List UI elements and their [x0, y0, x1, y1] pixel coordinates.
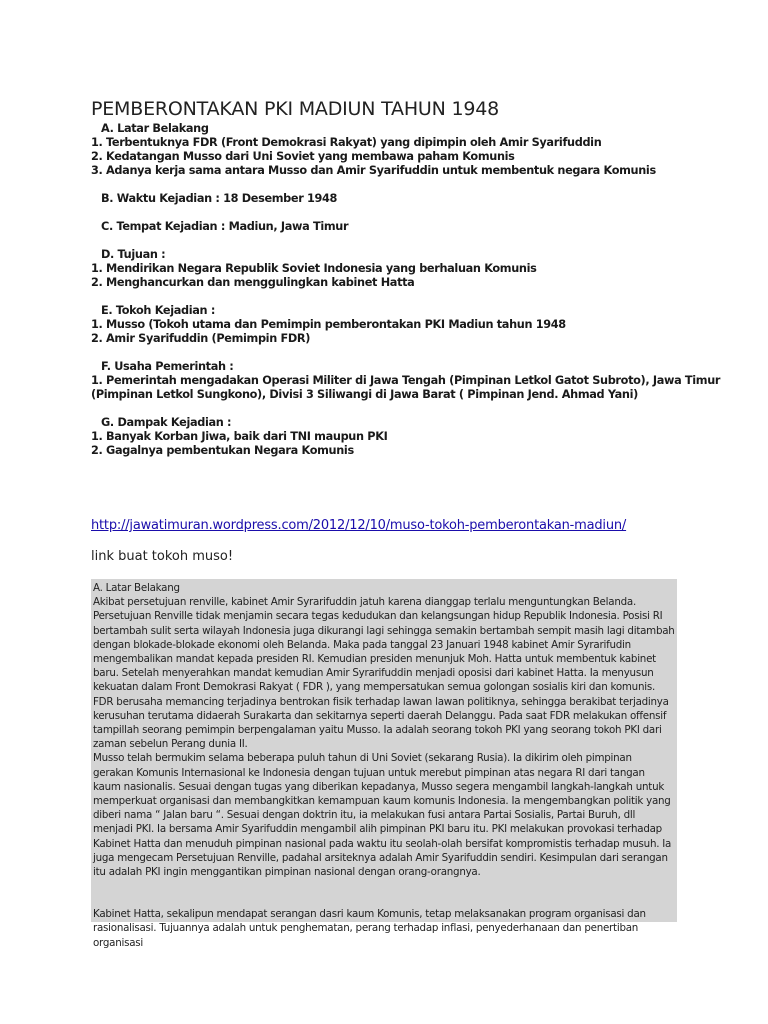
quoted-article-box	[91, 579, 677, 949]
section-heading: F. Usaha Pemerintah :	[101, 360, 234, 373]
outline-list	[91, 122, 741, 458]
section-heading: A. Latar Belakang	[101, 122, 209, 135]
paragraph-spacer	[93, 879, 675, 907]
outline-line: 2. Amir Syarifuddin (Pemimpin FDR)	[91, 332, 311, 345]
outline-line: 1. Terbentuknya FDR (Front Demokrasi Rakyat) yang dipimpin oleh Amir Syarifuddin	[91, 136, 602, 149]
section-gap	[91, 290, 741, 304]
outline-line: (Pimpinan Letkol Sungkono), Divisi 3 Siliwangi di Jawa Barat ( Pimpinan Jend. Ahmad Yani)	[91, 388, 638, 401]
outline-line: 2. Menghancurkan dan menggulingkan kabinet Hatta	[91, 276, 415, 289]
link-note: link buat tokoh muso!	[91, 549, 234, 564]
outline-line: 3. Adanya kerja sama antara Musso dan Amir Syarifuddin untuk membentuk negara Komunis	[91, 164, 656, 177]
section-gap	[91, 402, 741, 416]
page-title: PEMBERONTAKAN PKI MADIUN TAHUN 1948	[91, 98, 500, 120]
outline-line: 1. Banyak Korban Jiwa, baik dari TNI maupun PKI	[91, 430, 388, 443]
section-heading: C. Tempat Kejadian : Madiun, Jawa Timur	[101, 220, 349, 233]
section-heading: D. Tujuan :	[101, 248, 166, 261]
section-gap	[91, 206, 741, 220]
outline-line: 1. Pemerintah mengadakan Operasi Militer di Jawa Tengah (Pimpinan Letkol Gatot Subroto), Jawa Timur	[91, 374, 721, 387]
article-heading: A. Latar Belakang	[93, 582, 180, 594]
outline-line: 2. Gagalnya pembentukan Negara Komunis	[91, 444, 354, 457]
article-paragraph: Musso telah bermukim selama beberapa puluh tahun di Uni Soviet (sekarang Rusia). Ia dikirim oleh pimpinan gerakan Komunis Internasional ke Indonesia dengan tujuan untuk merebut pimpinan atas negara RI dari tangan kaum nasionalis. Sesuai dengan tugas yang diberikan kepadanya, Musso segera mengambil langkah-langkah untuk memperkuat organisasi dan membangkitkan kemampuan kaum komunis Indonesia. Ia mengembangkan politik yang diberi nama “ Jalan baru “. Sesuai dengan doktrin itu, ia melakukan fusi antara Partai Sosialis, Partai Buruh, dll menjadi PKI. Ia bersama Amir Syarifuddin mengambil alih pimpinan PKI baru itu. PKI melakukan provokasi terhadap Kabinet Hatta dan menuduh pimpinan nasional pada waktu itu seolah-olah bersifat kompromistis terhadap musuh. Ia juga mengecam Persetujuan Renville, padahal arsiteknya adalah Amir Syarifuddin sendiri. Kesimpulan dari serangan itu adalah PKI ingin menggantikan pimpinan nasional dengan orang-orangnya.	[93, 752, 672, 879]
section-heading: E. Tokoh Kejadian :	[101, 304, 215, 317]
article-paragraph: Kabinet Hatta, sekalipun mendapat serangan dasri kaum Komunis, tetap melaksanakan program organisasi dan rasionalisasi. Tujuannya adalah untuk penghematan, perang terhadap inflasi, penyederhanaan dan penertiban organisasi	[93, 908, 646, 949]
outline-line: 1. Musso (Tokoh utama dan Pemimpin pemberontakan PKI Madiun tahun 1948	[91, 318, 566, 331]
section-heading: B. Waktu Kejadian : 18 Desember 1948	[101, 192, 338, 205]
section-gap	[91, 234, 741, 248]
section-gap	[91, 346, 741, 360]
source-link[interactable]: http://jawatimuran.wordpress.com/2012/12/10/muso-tokoh-pemberontakan-madiun/	[91, 518, 627, 533]
article-paragraph: Akibat persetujuan renville, kabinet Amir Syrarifuddin jatuh karena dianggap terlalu menguntungkan Belanda. Persetujuan Renville tidak menjamin secara tegas kedudukan dan kelangsungan hidup Republik Indonesia. Posisi RI bertambah sulit serta wilayah Indonesia juga dikurangi lagi sehingga semakin bertambah sempit masih lagi ditambah dengan blokade-blokade ekonomi oleh Belanda. Maka pada tanggal 23 Januari 1948 kabinet Amir Syrarifudin mengembalikan mandat kepada presiden RI. Kemudian presiden menunjuk Moh. Hatta untuk membentuk kabinet baru. Setelah menyerahkan mandat kemudian Amir Syrarifuddin menjadi oposisi dari kabinet Hatta. Ia menyusun kekuatan dalam Front Demokrasi Rakyat ( FDR ), yang mempersatukan semua golongan sosialis kiri dan komunis. FDR berusaha memancing terjadinya bentrokan fisik terhadap lawan lawan politiknya, sehingga berakibat terjadinya kerusuhan terutama didaerah Surakarta dan sekitarnya seperti daerah Delanggu. Pada saat FDR melakukan offensif tampillah seorang pemimpin berpengalaman yaitu Musso. Ia adalah seorang tokoh PKI yang seorang tokoh PKI dari zaman sebelun Perang dunia II.	[93, 596, 675, 751]
section-gap	[91, 178, 741, 192]
outline-line: 2. Kedatangan Musso dari Uni Soviet yang membawa paham Komunis	[91, 150, 515, 163]
outline-line: 1. Mendirikan Negara Republik Soviet Indonesia yang berhaluan Komunis	[91, 262, 537, 275]
section-heading: G. Dampak Kejadian :	[101, 416, 232, 429]
